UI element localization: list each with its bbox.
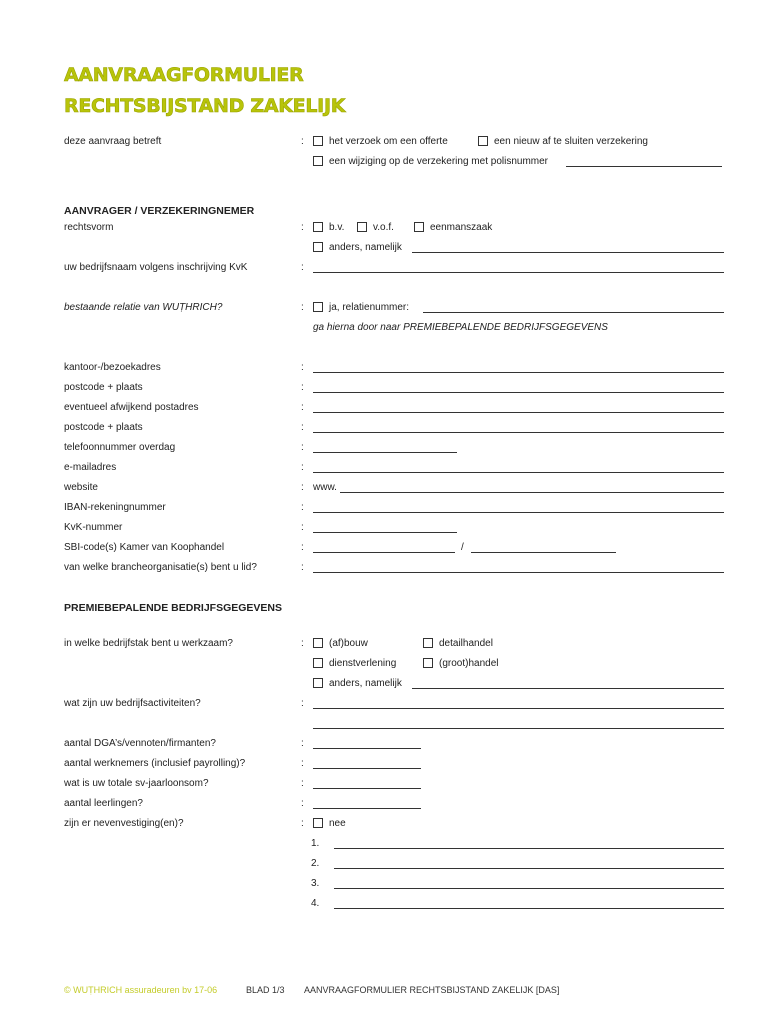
form-title-line2: RECHTSBIJSTAND ZAKELIJK bbox=[64, 95, 346, 117]
nevenvestiging-field-1[interactable] bbox=[334, 848, 724, 849]
polisnummer-field[interactable] bbox=[566, 166, 722, 167]
checkbox-wijziging[interactable] bbox=[313, 156, 323, 166]
sbi-field-1[interactable] bbox=[313, 552, 455, 553]
form-title-line1: AANVRAAGFORMULIER bbox=[64, 64, 304, 86]
colon: : bbox=[301, 422, 304, 433]
colon: : bbox=[301, 522, 304, 533]
colon: : bbox=[301, 402, 304, 413]
checkbox-anders-bedrijfstak[interactable] bbox=[313, 678, 323, 688]
postadres-label: eventueel afwijkend postadres bbox=[64, 402, 199, 413]
telefoon-label: telefoonnummer overdag bbox=[64, 442, 176, 453]
option-dienstverlening: dienstverlening bbox=[329, 658, 397, 669]
checkbox-eenmanszaak[interactable] bbox=[414, 222, 424, 232]
werknemers-field[interactable] bbox=[313, 768, 421, 769]
nevenvestiging-field-4[interactable] bbox=[334, 908, 724, 909]
colon: : bbox=[301, 778, 304, 789]
footer-copyright: © WUṬHRICH assuradeuren bv 17-06 bbox=[64, 985, 218, 995]
branche-field[interactable] bbox=[313, 572, 724, 573]
colon: : bbox=[301, 542, 304, 553]
footer-page: BLAD 1/3 bbox=[246, 985, 285, 995]
relatienummer-field[interactable] bbox=[423, 312, 724, 313]
option-bv: b.v. bbox=[329, 222, 345, 233]
kvk-label: KvK-nummer bbox=[64, 522, 123, 533]
postcode1-label: postcode + plaats bbox=[64, 382, 143, 393]
branche-label: van welke brancheorganisatie(s) bent u lid? bbox=[64, 562, 257, 573]
option-wijziging: een wijziging op de verzekering met polisnummer bbox=[329, 156, 548, 167]
iban-label: IBAN-rekeningnummer bbox=[64, 502, 166, 513]
option-detailhandel: detailhandel bbox=[439, 638, 493, 649]
bedrijfsnaam-field[interactable] bbox=[313, 272, 724, 273]
option-eenmanszaak: eenmanszaak bbox=[430, 222, 493, 233]
checkbox-nee[interactable] bbox=[313, 818, 323, 828]
kantooradres-field[interactable] bbox=[313, 372, 724, 373]
bedrijfstak-label: in welke bedrijfstak bent u werkzaam? bbox=[64, 638, 233, 649]
nevenvestiging-field-3[interactable] bbox=[334, 888, 724, 889]
option-nieuw: een nieuw af te sluiten verzekering bbox=[494, 136, 648, 147]
option-nee: nee bbox=[329, 818, 346, 829]
nevenvestiging-field-2[interactable] bbox=[334, 868, 724, 869]
colon: : bbox=[301, 136, 304, 147]
checkbox-bv[interactable] bbox=[313, 222, 323, 232]
website-prefix: www. bbox=[313, 482, 337, 493]
colon: : bbox=[301, 222, 304, 233]
checkbox-relatie[interactable] bbox=[313, 302, 323, 312]
option-anders-rechtsvorm: anders, namelijk bbox=[329, 242, 402, 253]
checkbox-nieuw[interactable] bbox=[478, 136, 488, 146]
list-number-1: 1. bbox=[311, 838, 320, 849]
colon: : bbox=[301, 798, 304, 809]
dga-field[interactable] bbox=[313, 748, 421, 749]
telefoon-field[interactable] bbox=[313, 452, 457, 453]
sbi-label: SBI-code(s) Kamer van Koophandel bbox=[64, 542, 225, 553]
checkbox-vof[interactable] bbox=[357, 222, 367, 232]
activiteiten-field-1[interactable] bbox=[313, 708, 724, 709]
checkbox-dienstverlening[interactable] bbox=[313, 658, 323, 668]
sbi-field-2[interactable] bbox=[471, 552, 616, 553]
colon: : bbox=[301, 302, 304, 313]
sbi-separator: / bbox=[461, 542, 464, 553]
colon: : bbox=[301, 462, 304, 473]
colon: : bbox=[301, 362, 304, 373]
option-vof: v.o.f. bbox=[373, 222, 394, 233]
jaarloonsom-field[interactable] bbox=[313, 788, 421, 789]
option-offerte: het verzoek om een offerte bbox=[329, 136, 448, 147]
list-number-2: 2. bbox=[311, 858, 320, 869]
postcode2-field[interactable] bbox=[313, 432, 724, 433]
option-afbouw: (af)bouw bbox=[329, 638, 368, 649]
colon: : bbox=[301, 382, 304, 393]
option-relatie: ja, relatienummer: bbox=[329, 302, 410, 313]
colon: : bbox=[301, 638, 304, 649]
colon: : bbox=[301, 818, 304, 829]
checkbox-afbouw[interactable] bbox=[313, 638, 323, 648]
leerlingen-label: aantal leerlingen? bbox=[64, 798, 143, 809]
relatie-note: ga hierna door naar PREMIEBEPALENDE BEDRIJFSGEGEVENS bbox=[313, 322, 608, 333]
email-field[interactable] bbox=[313, 472, 724, 473]
colon: : bbox=[301, 482, 304, 493]
activiteiten-label: wat zijn uw bedrijfsactiviteiten? bbox=[64, 698, 201, 709]
checkbox-detailhandel[interactable] bbox=[423, 638, 433, 648]
option-anders-bedrijfstak: anders, namelijk bbox=[329, 678, 402, 689]
colon: : bbox=[301, 758, 304, 769]
colon: : bbox=[301, 738, 304, 749]
iban-field[interactable] bbox=[313, 512, 724, 513]
premium-heading: PREMIEBEPALENDE BEDRIJFSGEGEVENS bbox=[64, 602, 283, 614]
colon: : bbox=[301, 502, 304, 513]
colon: : bbox=[301, 698, 304, 709]
website-field[interactable] bbox=[340, 492, 724, 493]
relatie-label: bestaande relatie van WUṬHRICH? bbox=[64, 302, 223, 313]
dga-label: aantal DGA’s/vennoten/firmanten? bbox=[64, 738, 216, 749]
checkbox-groothandel[interactable] bbox=[423, 658, 433, 668]
list-number-3: 3. bbox=[311, 878, 320, 889]
activiteiten-field-2[interactable] bbox=[313, 728, 724, 729]
colon: : bbox=[301, 442, 304, 453]
request-label: deze aanvraag betreft bbox=[64, 136, 162, 147]
list-number-4: 4. bbox=[311, 898, 320, 909]
postcode1-field[interactable] bbox=[313, 392, 724, 393]
rechtsvorm-label: rechtsvorm bbox=[64, 222, 114, 233]
colon: : bbox=[301, 262, 304, 273]
applicant-heading: AANVRAGER / VERZEKERINGNEMER bbox=[64, 205, 255, 217]
checkbox-anders-rechtsvorm[interactable] bbox=[313, 242, 323, 252]
email-label: e-mailadres bbox=[64, 462, 117, 473]
footer-doc: AANVRAAGFORMULIER RECHTSBIJSTAND ZAKELIJK [DAS] bbox=[304, 985, 560, 995]
nevenvestiging-label: zijn er nevenvestiging(en)? bbox=[64, 818, 184, 829]
anders-rechtsvorm-field[interactable] bbox=[412, 252, 724, 253]
anders-bedrijfstak-field[interactable] bbox=[412, 688, 724, 689]
colon: : bbox=[301, 562, 304, 573]
kantooradres-label: kantoor-/bezoekadres bbox=[64, 362, 161, 373]
postcode2-label: postcode + plaats bbox=[64, 422, 143, 433]
jaarloonsom-label: wat is uw totale sv-jaarloonsom? bbox=[64, 778, 209, 789]
bedrijfsnaam-label: uw bedrijfsnaam volgens inschrijving KvK bbox=[64, 262, 248, 273]
leerlingen-field[interactable] bbox=[313, 808, 421, 809]
checkbox-offerte[interactable] bbox=[313, 136, 323, 146]
option-groothandel: (groot)handel bbox=[439, 658, 499, 669]
website-label: website bbox=[64, 482, 98, 493]
kvk-field[interactable] bbox=[313, 532, 457, 533]
werknemers-label: aantal werknemers (inclusief payrolling)? bbox=[64, 758, 246, 769]
postadres-field[interactable] bbox=[313, 412, 724, 413]
